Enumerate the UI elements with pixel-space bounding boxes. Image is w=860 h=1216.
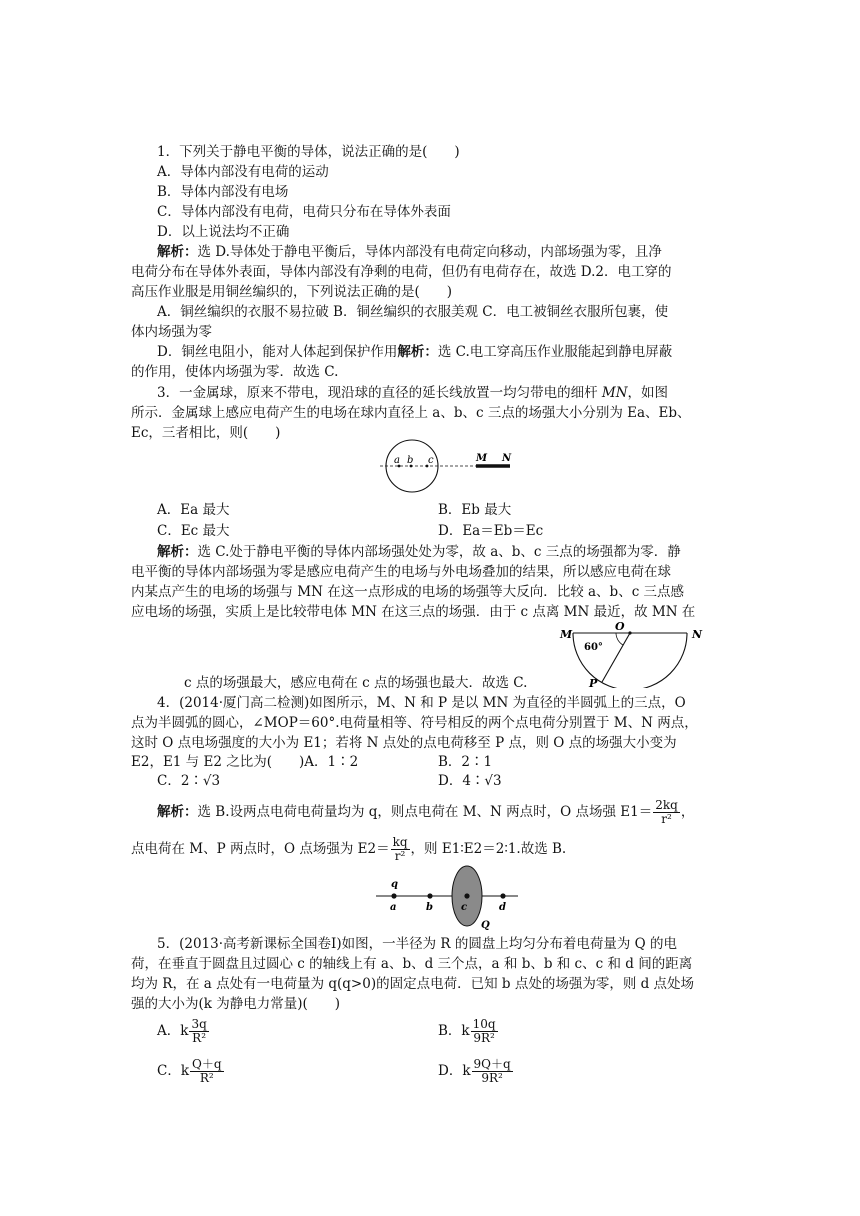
fraction-denominator: 9R² xyxy=(473,1031,495,1045)
q3-analysis-line5: c 点的场强最大，感应电荷在 c 点的场强也最大．故选 C. xyxy=(184,675,528,691)
q5-option-b xyxy=(438,1018,499,1045)
q4-analysis-line1 xyxy=(157,799,694,826)
q5-stem-line2: 荷，在垂直于圆盘且过圆心 c 的轴线上有 a、b、d 三个点，a 和 b、b 和 c、c 和 d 间的距离 xyxy=(131,956,693,972)
point-b xyxy=(427,893,432,898)
label-d: d xyxy=(499,902,506,913)
q3-figure xyxy=(380,436,520,498)
fraction-denominator: 9R² xyxy=(481,1071,503,1085)
q1-option-b: B．导体内部没有电场 xyxy=(157,184,289,200)
fraction-numerator: 10q xyxy=(472,1017,496,1031)
q3-option-b: B．Eb 最大 xyxy=(438,502,512,518)
fraction-denominator: r² xyxy=(661,812,672,826)
q5-option-a xyxy=(157,1018,210,1045)
radius-op xyxy=(602,633,630,682)
q4-option-c: C．2∶√3 xyxy=(157,773,221,789)
label-o: O xyxy=(615,620,625,633)
q1-analysis-line1 xyxy=(157,242,662,262)
q2-option-c-cont: 体内场强为零 xyxy=(131,324,212,340)
q5-option-c xyxy=(157,1058,225,1085)
label-p: P xyxy=(589,677,598,688)
option-fraction xyxy=(190,1058,224,1085)
fraction-e2 xyxy=(391,836,410,863)
q3-stem-line3: Ec，三者相比，则( ) xyxy=(131,425,281,441)
fraction-denominator: R² xyxy=(199,1071,214,1085)
label-q: q xyxy=(391,879,398,890)
q1-option-d: D．以上说法均不正确 xyxy=(157,224,290,240)
q3-analysis-line1 xyxy=(157,542,681,562)
q3-analysis-line4: 应电场的场强，实质上是比较带电体 MN 在这三点的场强．由于 c 点离 MN 最近，故 MN 在 xyxy=(131,604,696,620)
label-b: b xyxy=(407,455,414,466)
q4-option-b: B．2∶1 xyxy=(438,754,493,770)
point-d xyxy=(500,893,505,898)
label-n: N xyxy=(692,628,703,641)
q2-stem: 高压作业服是用铜丝编织的，下列说法正确的是( ) xyxy=(131,284,453,300)
analysis-text-end: ， xyxy=(680,804,695,820)
q4-stem-line1: 4．(2014·厦门高二检测)如图所示，M、N 和 P 是以 MN 为直径的半圆弧上的三点，O xyxy=(157,695,686,711)
q2-option-d: D．铜丝电阻小，能对人体起到保护作用 xyxy=(157,344,398,360)
q3-analysis-line2: 电平衡的导体内部场强为零是感应电荷产生的电场与外电场叠加的结果，所以感应电荷在球 xyxy=(131,564,671,580)
option-label: B．k xyxy=(438,1023,470,1039)
q5-option-d xyxy=(438,1058,514,1085)
q2-option-d-analysis xyxy=(157,342,672,362)
q3-analysis-line3: 内某点产生的电场的场强与 MN 在这一点形成的电场的场强等大反向．比较 a、b、c 三点感 xyxy=(131,584,685,600)
q4-stem-line3: 这时 O 点电场强度的大小为 E1；若将 N 点处的点电荷移至 P 点，则 O 点的场强大小变为 xyxy=(131,735,677,751)
fraction-numerator: 3q xyxy=(191,1017,207,1031)
q3-stem-text: 3．一金属球，原来不带电，现沿球的直径的延长线放置一均匀带电的细杆 xyxy=(157,385,602,401)
option-fraction xyxy=(189,1018,208,1045)
q3-stem-line2: 所示．金属球上感应电荷产生的电场在球内直径上 a、b、c 三点的场强大小分别为 Ea、Eb、 xyxy=(131,405,691,421)
fraction-numerator: 9Q＋q xyxy=(473,1057,511,1071)
analysis-label: 解析： xyxy=(157,804,198,820)
angle-arc xyxy=(616,633,623,645)
q4-figure xyxy=(556,620,706,688)
label-a: a xyxy=(394,455,400,466)
fraction-numerator: kq xyxy=(392,835,408,849)
fraction-numerator: Q＋q xyxy=(192,1057,222,1071)
label-c: c xyxy=(461,902,468,913)
label-angle: 60° xyxy=(584,642,603,653)
option-fraction xyxy=(471,1018,498,1045)
fraction-numerator: 2kq xyxy=(655,798,678,812)
center-o xyxy=(628,631,631,634)
option-label: D．k xyxy=(438,1063,471,1079)
q5-stem-line3: 均为 R，在 a 点处有一电荷量为 q(q>0)的固定点电荷．已知 b 点处的场强为零，则 d 点处场 xyxy=(131,976,695,992)
q1-option-c: C．导体内部没有电荷，电荷只分布在导体外表面 xyxy=(157,204,451,220)
label-n: N xyxy=(502,453,512,464)
label-m: M xyxy=(560,628,573,641)
q3-stem-line1 xyxy=(157,383,668,403)
q3-option-a: A．Ea 最大 xyxy=(157,502,230,518)
rod-label: MN xyxy=(601,385,628,401)
label-big-q: Q xyxy=(481,920,490,931)
label-c: c xyxy=(428,455,434,466)
analysis-text: 选 C.电工穿高压作业服能起到静电屏蔽 xyxy=(437,344,673,360)
point-c xyxy=(464,893,469,898)
q4-analysis-line2 xyxy=(131,836,566,863)
label-b: b xyxy=(426,902,433,913)
analysis-label: 解析： xyxy=(157,244,198,260)
q1-option-a: A．导体内部没有电荷的运动 xyxy=(157,164,329,180)
analysis-text: 点电荷在 M、P 两点时，O 点场强为 E2＝ xyxy=(131,841,390,857)
fraction-denominator: r² xyxy=(394,849,406,863)
fraction-e1 xyxy=(653,799,680,826)
point-a xyxy=(391,893,396,898)
analysis-text: 选 B.设两点电荷电荷量均为 q，则点电荷在 M、N 两点时，O 点场强 E1＝ xyxy=(197,804,653,820)
q4-stem-line2: 点为半圆弧的圆心，∠MOP＝60°.电荷量相等、符号相反的两个点电荷分别置于 M、N 两点， xyxy=(131,715,698,731)
analysis-text-end: ，则 E1∶E2＝2∶1.故选 B. xyxy=(410,841,567,857)
q3-stem-text-end: ，如图 xyxy=(627,385,669,401)
fraction-denominator: R² xyxy=(192,1031,207,1045)
label-a: a xyxy=(390,902,397,913)
q5-stem-line1: 5．(2013·高考新课标全国卷Ⅰ)如图，一半径为 R 的圆盘上均匀分布着电荷量为 Q 的电 xyxy=(157,936,677,952)
q1-stem: 1．下列关于静电平衡的导体，说法正确的是( ) xyxy=(157,144,460,160)
option-label: C．k xyxy=(157,1063,190,1079)
analysis-text: 选 D.导体处于静电平衡后，导体内部没有电荷定向移动，内部场强为零，且净 xyxy=(197,244,662,260)
analysis-label: 解析： xyxy=(397,344,438,360)
q4-option-d: D．4∶√3 xyxy=(438,773,502,789)
q4-stem-line4: E2，E1 与 E2 之比为( )A．1∶2 xyxy=(131,754,359,770)
q5-figure xyxy=(372,862,522,932)
label-m: M xyxy=(476,453,488,464)
option-fraction xyxy=(472,1058,513,1085)
q5-stem-line4: 强的大小为(k 为静电力常量)( ) xyxy=(131,996,341,1012)
analysis-label: 解析： xyxy=(157,544,198,560)
q1-analysis-line2: 电荷分布在导体外表面，导体内部没有净剩的电荷，但仍有电荷存在，故选 D.2．电工穿的 xyxy=(131,264,672,280)
q3-option-d: D．Ea＝Eb＝Ec xyxy=(438,523,544,539)
q2-options-ab: A．铜丝编织的衣服不易拉破 B．铜丝编织的衣服美观 C．电工被铜丝衣服所包裹，使 xyxy=(157,304,669,320)
q3-option-c: C．Ec 最大 xyxy=(157,523,230,539)
q2-analysis-line2: 的作用，使体内场强为零．故选 C. xyxy=(131,364,339,380)
option-label: A．k xyxy=(157,1023,189,1039)
analysis-text: 选 C.处于静电平衡的导体内部场强处处为零，故 a、b、c 三点的场强都为零．静 xyxy=(197,544,681,560)
